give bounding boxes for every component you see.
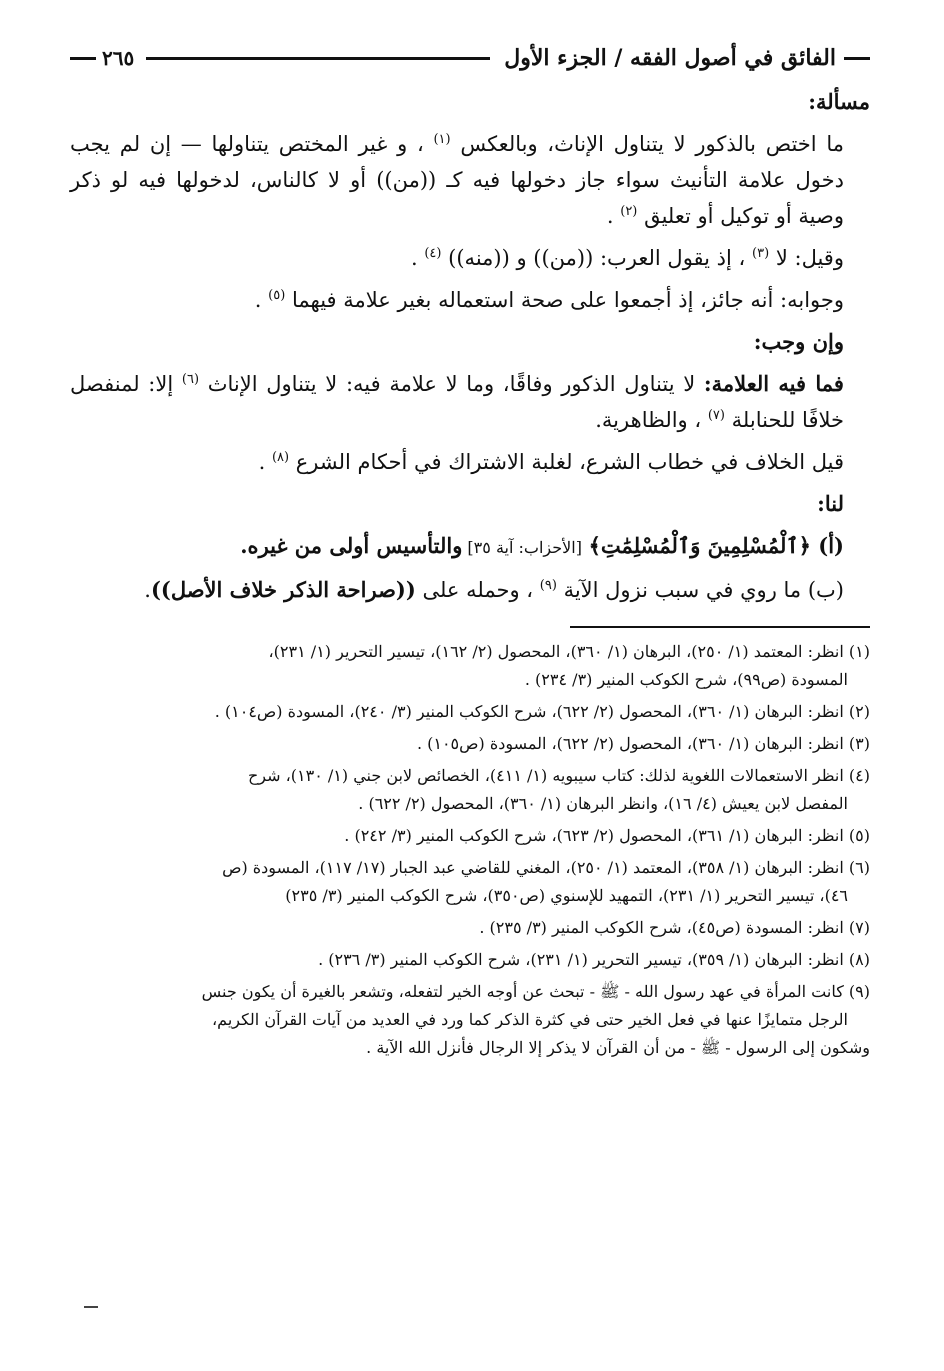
footnote-9-line-1: (٩) كانت المرأة في عهد رسول الله - ﷺ - تبحث عن أوجه الخير لتفعله، وتشعر بالغيرة أن يكون جنس (201, 982, 870, 1001)
page-corner-mark (84, 1306, 98, 1308)
footnote-4-line-1: (٤) انظر الاستعمالات اللغوية لذلك: كتاب سيبويه (١/ ٤١١)، الخصائص لابن جني (١/ ١٣٠)، شرح (247, 766, 870, 785)
p6-end: . (258, 450, 266, 474)
footnote-ref-2: (٢) (620, 204, 638, 219)
p2-text: ، إذ يقول العرب: ((من)) و ((منه)) (448, 246, 746, 270)
footnote-9-line-2: الرجل متمايزًا عنها في فعل الخير حتى في كثرة الذكر كما ورد في العديد من آيات القرآن الكريم، (212, 1010, 848, 1029)
p8-citation: [الأحزاب: آية ٣٥] (462, 538, 582, 557)
header-rule (146, 57, 490, 60)
footnote-ref-3: (٣) (752, 246, 770, 261)
p9-bold-phrase: ((صراحة الذكر خلاف الأصل)) (150, 577, 416, 602)
footnote-1-line-1: (١) انظر: المعتمد (١/ ٢٥٠)، البرهان (١/ ٣٦٠)، المحصول (٢/ ١٦٢)، تيسير التحرير (١/ ٢٣١)، (268, 642, 870, 661)
p1-text: ما اختص بالذكور لا يتناول الإناث، وبالعكس (460, 132, 844, 156)
footnote-ref-7: (٧) (707, 408, 725, 423)
footnote-4-line-2: المفصل لابن يعيش (٤/ ١٦)، وانظر البرهان (١/ ٣٦٠)، المحصول (٢/ ٦٢٢) . (358, 794, 848, 813)
running-header (70, 38, 870, 78)
footnote-ref-5: (٥) (268, 288, 286, 303)
paragraph-7: لنا: (817, 491, 844, 516)
issue-heading: مسألة: (808, 89, 870, 114)
p3-end: . (254, 288, 262, 312)
footnote-ref-1: (١) (433, 132, 451, 147)
p5-end: ، والظاهرية. (595, 408, 702, 432)
p9-text: (ب) ما روي في سبب نزول الآية (563, 578, 844, 602)
footnote-3: (٣) انظر: البرهان (١/ ٣٦٠)، المحصول (٢/ ٦٢٢)، المسودة (ص١٠٥) . (416, 734, 870, 753)
paragraph-2 (70, 240, 870, 276)
footnote-9-line-3: وشكون إلى الرسول - ﷺ - من أن القرآن لا يذكر إلا الرجال فأنزل الله الآية . (366, 1038, 870, 1057)
p5-text-b: إلا: لمنفصل خلافًا للحنابلة (70, 372, 844, 432)
p8-text: والتأسيس أولى من غيره. (240, 533, 463, 558)
footnote-7: (٧) انظر: المسودة (ص٤٥)، شرح الكوكب المنير (٣/ ٢٣٥) . (479, 918, 870, 937)
p2-lead: وقيل: لا (775, 246, 844, 270)
header-dash (844, 57, 870, 60)
p2-end: . (410, 246, 418, 270)
p5-lead: فما فيه العلامة: (703, 371, 844, 396)
page-number: ٢٦٥ (102, 46, 135, 70)
p1-text-b: ، و غير المختص يتناولها — إن لم يجب دخول علامة التأنيث سواء جاز دخولها فيه كـ ((من)) أو لا كالناس، لدخولها فيه لو ذكر وصية أو توكيل أو تعليق (70, 132, 844, 228)
footnote-ref-8: (٨) (271, 450, 290, 465)
p6-text: قيل الخلاف في خطاب الشرع، لغلبة الاشتراك في أحكام الشرع (295, 450, 844, 474)
book-page (70, 38, 870, 1338)
p8-lead: (أ) ﴿ٱلْمُسْلِمِينَ وَٱلْمُسْلِمَٰتِ﴾ (588, 533, 844, 558)
paragraph-8 (70, 528, 870, 566)
footnote-1 (70, 638, 870, 694)
footnote-2: (٢) انظر: البرهان (١/ ٣٦٠)، المحصول (٢/ ٦٢٢)، شرح الكوكب المنير (٣/ ٢٤٠)، المسودة (ص١٠٤) . (214, 702, 870, 721)
footnote-6 (70, 854, 870, 910)
footnote-ref-9: (٩) (539, 578, 557, 593)
paragraph-5 (70, 366, 870, 438)
footnote-6-line-2: ٤٦)، تيسير التحرير (١/ ٢٣١)، التمهيد للإسنوي (ص٣٥٠)، شرح الكوكب المنير (٣/ ٢٣٥) (285, 886, 848, 905)
main-text (70, 84, 870, 608)
p1-end: . (606, 204, 614, 228)
footnote-5: (٥) انظر: البرهان (١/ ٣٦١)، المحصول (٢/ ٦٢٣)، شرح الكوكب المنير (٣/ ٢٤٢) . (344, 826, 870, 845)
footnote-ref-4: (٤) (424, 246, 442, 261)
footnote-8: (٨) انظر: البرهان (١/ ٣٥٩)، تيسير التحرير (١/ ٢٣١)، شرح الكوكب المنير (٣/ ٢٣٦) . (318, 950, 870, 969)
p3-text: وجوابه: أنه جائز، إذ أجمعوا على صحة استعماله بغير علامة فيهما (291, 288, 844, 312)
paragraph-3 (70, 282, 870, 318)
p5-text: لا يتناول الذكور وفاقًا، وما لا علامة فيه: لا يتناول الإناث (207, 372, 696, 396)
footnote-ref-6: (٦) (181, 372, 200, 387)
footnote-4 (70, 762, 870, 818)
header-title: الفائق في أصول الفقه / الجزء الأول (504, 45, 836, 71)
paragraph-6 (70, 444, 870, 480)
footnote-9 (70, 978, 870, 1062)
footnote-separator (570, 626, 870, 628)
footnote-6-line-1: (٦) انظر: البرهان (١/ ٣٥٨)، المعتمد (١/ ٢٥٠)، المغني للقاضي عبد الجبار (١٧/ ١١٧)، المسودة (ص (222, 858, 870, 877)
p9-text-b: ، وحمله على ((صراحة الذكر خلاف الأصل)). (144, 577, 534, 602)
header-dash-end (70, 57, 96, 60)
footnote-1-line-2: المسودة (ص٩٩)، شرح الكوكب المنير (٣/ ٢٣٤) . (524, 670, 848, 689)
paragraph-4: وإن وجب: (753, 329, 844, 354)
paragraph-1 (70, 126, 870, 234)
footnotes (70, 638, 870, 1062)
paragraph-9 (70, 572, 870, 608)
